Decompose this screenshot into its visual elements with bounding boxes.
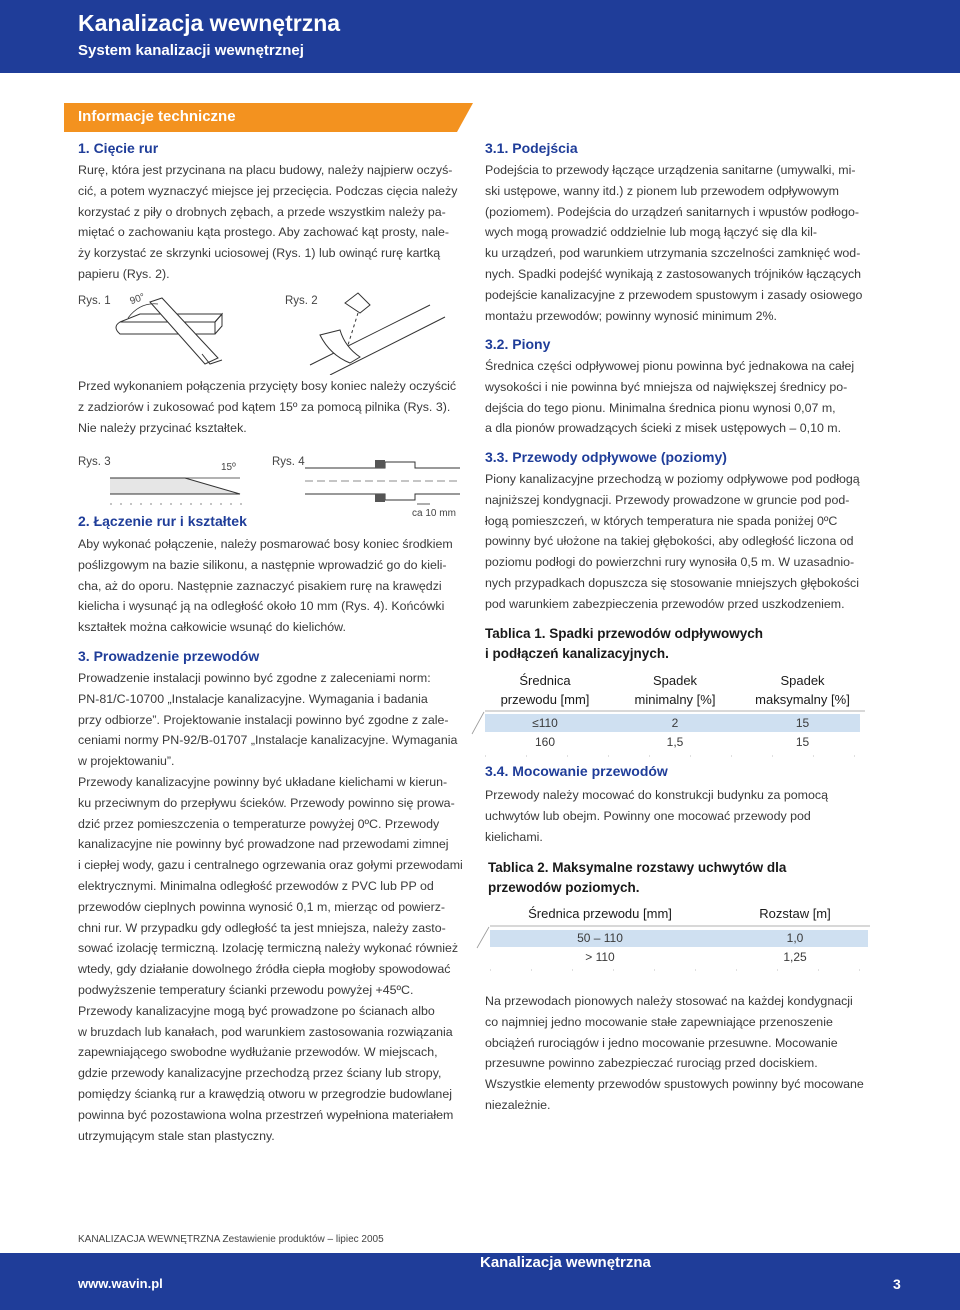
table1-cell: 15 bbox=[795, 735, 810, 749]
text-line: powinny być ułożone na takiej głębokości, aby odległość liczona od bbox=[485, 534, 854, 549]
fig4-label: Rys. 4 bbox=[272, 456, 305, 468]
text-line: Przewody kanalizacyjne mogą być prowadzone po ścianach albo bbox=[78, 1003, 435, 1018]
text-line: Przewody kanalizacyjne powinny być układane kielichami w kierun- bbox=[78, 774, 448, 789]
fig3-label: Rys. 3 bbox=[78, 456, 111, 468]
text-line: dejścia do tego pionu. Minimalna średnica pionu wynosi 0,07 m, bbox=[485, 400, 836, 415]
text-line: ży korzystać ze skrzynki uciosowej (Rys. 1) lub owinąć rurę kartką bbox=[78, 246, 441, 261]
text-line: kielichami. bbox=[485, 829, 543, 844]
text-line: przewodów cieplnych powinna wynosić 0,1 m, mierząc od powierz- bbox=[78, 899, 446, 914]
text-line: ceniami normy PN-92/B-01707 „Instalacje kanalizacyjne. Wymagania bbox=[78, 733, 458, 748]
text-line: korzystać z piły o drobnych zębach, a przede wszystkim należy pa- bbox=[78, 204, 446, 219]
footer-title: Kanalizacja wewnętrzna bbox=[480, 1254, 651, 1271]
table1-col-diameter bbox=[485, 671, 605, 709]
col-header-line: Spadek bbox=[780, 673, 825, 688]
text-line: obciążeń rurociągów i jedno mocowanie przesuwne. Mocowanie bbox=[485, 1035, 838, 1050]
fig4-socket-joint-drawing bbox=[305, 458, 465, 508]
col-header-line: maksymalny [%] bbox=[755, 692, 850, 707]
text-line: pomiędzy ścianką rur a krawędzią otworu w przegrodzie budowlanej bbox=[78, 1086, 452, 1101]
text-line: co najmniej jedno mocowanie stałe zapewniające przenoszenie bbox=[485, 1014, 833, 1029]
fig3-chamfer-drawing bbox=[110, 470, 260, 510]
text-line: kielicha i wysunąć ją na odległość około 10 mm (Rys. 4). Końcówki bbox=[78, 599, 445, 614]
table1-cell: 160 bbox=[534, 735, 556, 749]
text-line: kanalizacyjne nie powinny być prowadzone nad przewodami zimnej bbox=[78, 837, 449, 852]
text-line: podejście kanalizacyjne z przewodem spustowym i zasady osiowego bbox=[485, 287, 863, 302]
table1-title-line: i podłączeń kanalizacyjnych. bbox=[485, 646, 669, 661]
table2-title-line: przewodów poziomych. bbox=[488, 880, 640, 895]
section-2-title: 2. Łączenie rur i kształtek bbox=[78, 513, 247, 529]
section-1-text-2 bbox=[78, 376, 456, 438]
fig1-miter-box-drawing bbox=[110, 292, 230, 372]
text-line: elektrycznymi. Minimalna odległość przewodów z PVC lub PP od bbox=[78, 878, 434, 893]
fig1-label: Rys. 1 bbox=[78, 295, 111, 307]
text-line: przesuwne powinno zabezpieczać rurociąg przed dociskiem. bbox=[485, 1056, 818, 1071]
header-subtitle: System kanalizacji wewnętrznej bbox=[78, 42, 304, 59]
text-line: przy odbiorze”. Projektowanie instalacji powinno być zgodne z zale- bbox=[78, 712, 449, 727]
text-line: (poziomem). Podejścia do urządzeń sanitarnych i wpustów podłogo- bbox=[485, 204, 859, 219]
text-line: Rurę, która jest przycinana na placu budowy, należy najpierw oczyś- bbox=[78, 163, 453, 177]
table2-cell: 1,0 bbox=[786, 931, 804, 945]
fig4-dimension-label: ca 10 mm bbox=[412, 508, 456, 519]
info-banner-tail bbox=[457, 103, 473, 132]
text-line: wtedy, gdy działanie dowolnego źródła ciepła mogłoby spowodować bbox=[78, 962, 451, 977]
page-number: 3 bbox=[893, 1276, 901, 1292]
text-line: montażu przewodów; powinny wynosić minimum 2%. bbox=[485, 308, 777, 323]
text-line: chni rur. W przypadku gdy odległość ta jest mniejsza, należy zasto- bbox=[78, 920, 446, 935]
text-line: powinna być pozostawiona wolna przestrzeń wypełniona materiałem bbox=[78, 1107, 454, 1122]
text-line: Na przewodach pionowych należy stosować na każdej kondygnacji bbox=[485, 994, 853, 1008]
text-line: Podejścia to przewody łączące urządzenia sanitarne (umywalki, mi- bbox=[485, 163, 856, 177]
text-line: w projektowaniu”. bbox=[78, 754, 175, 769]
table2-cell: 50 – 110 bbox=[577, 931, 623, 945]
page-header bbox=[0, 0, 960, 73]
section-3-3-title: 3.3. Przewody odpływowe (poziomy) bbox=[485, 449, 727, 465]
col-header-line: Spadek bbox=[652, 673, 698, 688]
text-line: sować izolację termiczną. Izolację termiczną należy wykonać również bbox=[78, 941, 459, 956]
text-line: Przewody należy mocować do konstrukcji budynku za pomocą bbox=[485, 788, 828, 802]
text-line: PN-81/C-10700 „Instalacje kanalizacyjne. Wymagania i badania bbox=[78, 691, 428, 706]
text-line: w bruzdach lub kanałach, pod warunkiem zastosowania rozwiązania bbox=[78, 1024, 453, 1039]
table2-col-spacing: Rozstaw [m] bbox=[759, 906, 831, 921]
fig2-label: Rys. 2 bbox=[285, 295, 318, 307]
section-1-text bbox=[78, 160, 457, 285]
table2-col-diameter: Średnica przewodu [mm] bbox=[528, 906, 672, 921]
table1-title bbox=[485, 624, 763, 664]
section-3-2-title: 3.2. Piony bbox=[485, 336, 551, 352]
text-line: ku przeciwnym do przepływu ścieków. Przewody powinno się prowa- bbox=[78, 795, 455, 810]
table1-col-min bbox=[620, 671, 730, 709]
section-3-1-title: 3.1. Podejścia bbox=[485, 140, 578, 156]
fig1-angle-label: 90° bbox=[128, 291, 147, 308]
text-line: ski ustępowe, wanny itd.) z pionem lub przewodem odpływowym bbox=[485, 183, 839, 198]
text-line: łogą pomieszczeń, w których temperatura nie spada poniżej 0ºC bbox=[485, 513, 838, 528]
section-2-text bbox=[78, 534, 453, 638]
table2-title bbox=[488, 858, 786, 898]
text-line: a dla pionów prowadzących ścieki z misek ustępowych – 0,10 m. bbox=[485, 421, 842, 436]
text-line: cić, a potem wyznaczyć miejsce jej przecięcia. Podczas cięcia należy bbox=[78, 183, 458, 198]
text-line: nych przypadkach dopuszcza się stosowanie mniejszych głębokości bbox=[485, 575, 859, 590]
section-3-1-text bbox=[485, 160, 862, 326]
header-title: Kanalizacja wewnętrzna bbox=[78, 10, 341, 36]
section-3-title: 3. Prowadzenie przewodów bbox=[78, 648, 260, 664]
text-line: Piony kanalizacyjne przechodzą w poziomy odpływowe pod podłogą bbox=[485, 472, 860, 486]
table1-col-max bbox=[745, 671, 860, 709]
text-line: kształtek można całkowicie wsunąć do kielichów. bbox=[78, 620, 346, 635]
text-line: utrzymującym stale stan plastyczny. bbox=[78, 1128, 275, 1143]
section-3-text bbox=[78, 668, 463, 1146]
info-banner bbox=[64, 103, 457, 132]
col-header-line: minimalny [%] bbox=[634, 692, 716, 707]
text-line: cha, aż do oporu. Następnie zaznaczyć pisakiem rurę na krawędzi bbox=[78, 578, 442, 593]
footer-note: KANALIZACJA WEWNĘTRZNA Zestawienie produktów – lipiec 2005 bbox=[78, 1234, 384, 1245]
text-line: wych mogą prowadzić oddzielnie lub mogą łączyć się dla kil- bbox=[485, 225, 817, 240]
fig2-paper-wrap-drawing bbox=[300, 285, 450, 375]
section-3-3-text bbox=[485, 469, 860, 615]
text-line: poziomu podłogi do powierzchni rury wynosiła 0,5 m. W uzasadnio- bbox=[485, 555, 855, 570]
text-line: Przed wykonaniem połączenia przycięty bosy koniec należy oczyścić bbox=[78, 379, 457, 393]
fig3-angle-label: 15º bbox=[221, 462, 236, 473]
info-banner-label: Informacje techniczne bbox=[78, 108, 236, 125]
table1-cell: 15 bbox=[795, 716, 810, 730]
text-line: niezależnie. bbox=[485, 1097, 551, 1112]
closing-text bbox=[485, 991, 864, 1116]
text-line: pod warunkiem zabezpieczenia przewodów przed uszkodzeniem. bbox=[485, 596, 845, 611]
table2-cell: > 110 bbox=[585, 950, 615, 964]
col-header-line: Średnica bbox=[519, 673, 571, 688]
table1-bottom-rule bbox=[485, 753, 865, 759]
table2-title-line: Tablica 2. Maksymalne rozstawy uchwytów dla bbox=[488, 860, 787, 875]
text-line: miętać o zachowaniu kąta prostego. Aby zachować kąt prosty, nale- bbox=[78, 225, 449, 240]
text-line: ku urządzeń, pod warunkiem utrzymania szczelności zamknięć wod- bbox=[485, 246, 861, 261]
text-line: uchwytów lub obejm. Powinny one mocować przewody pod bbox=[485, 808, 811, 823]
text-line: z zadziorów i zukosować pod kątem 15º za pomocą pilnika (Rys. 3). bbox=[78, 399, 451, 414]
text-line: dzić przez pomieszczenia o temperaturze powyżej 0ºC. Przewody bbox=[78, 816, 440, 831]
text-line: i ciepłej wody, gazu i centralnego ogrzewania oraz gołymi przewodami bbox=[78, 858, 463, 873]
col-header-line: przewodu [mm] bbox=[500, 692, 590, 707]
table2-bottom-rule bbox=[490, 967, 870, 973]
text-line: Nie należy przycinać kształtek. bbox=[78, 420, 247, 435]
text-line: Wszystkie elementy przewodów spustowych powinny być mocowane bbox=[485, 1077, 864, 1092]
footer-url-link[interactable]: www.wavin.pl bbox=[78, 1276, 163, 1291]
text-line: podwyższenie temperatury ścianki przewodu powyżej +45ºC. bbox=[78, 982, 414, 997]
text-line: gdzie przewody kanalizacyjne przechodzą przez ściany lub stropy, bbox=[78, 1066, 442, 1081]
table1-cell: ≤110 bbox=[532, 716, 558, 730]
table1-title-line: Tablica 1. Spadki przewodów odpływowych bbox=[485, 626, 764, 641]
section-3-4-text bbox=[485, 785, 828, 847]
section-3-2-text bbox=[485, 356, 854, 439]
text-line: Prowadzenie instalacji powinno być zgodne z zaleceniami norm: bbox=[78, 671, 431, 685]
table1-cell: 1,5 bbox=[666, 735, 684, 749]
text-line: Aby wykonać połączenie, należy posmarować bosy koniec środkiem bbox=[78, 537, 453, 551]
text-line: Średnica części odpływowej pionu powinna być jednakowa na całej bbox=[485, 359, 855, 373]
text-line: najniższej kondygnacji. Przewody prowadzone w gruncie pod pod- bbox=[485, 492, 850, 507]
section-3-4-title: 3.4. Mocowanie przewodów bbox=[485, 763, 668, 779]
section-1-title: 1. Cięcie rur bbox=[78, 140, 159, 156]
text-line: wysokości i nie powinna być mniejsza od największej średnicy po- bbox=[485, 379, 848, 394]
table2-cell: 1,25 bbox=[783, 950, 807, 964]
text-line: papieru (Rys. 2). bbox=[78, 266, 170, 281]
text-line: nych. Spadki podejść wynikają z zastosowanych trójników łączących bbox=[485, 266, 862, 281]
table1-cell: 2 bbox=[671, 716, 679, 730]
text-line: zapewniającego swobodne wydłużanie przewodów. W miejscach, bbox=[78, 1045, 438, 1060]
text-line: poślizgowym na bazie silikonu, a następnie wprowadzić go do kieli- bbox=[78, 557, 447, 572]
